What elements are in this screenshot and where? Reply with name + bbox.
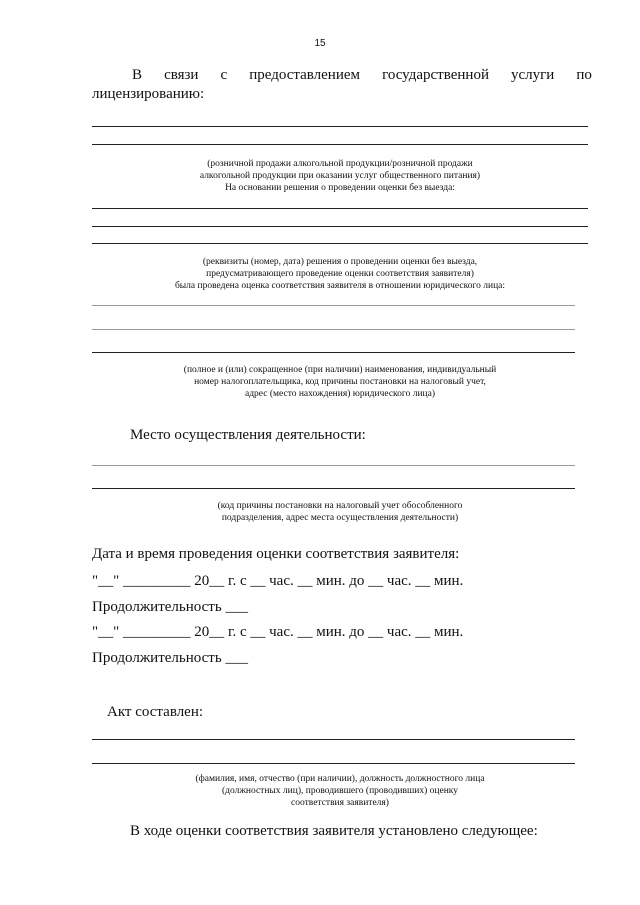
duration-row[interactable]: Продолжительность ___ bbox=[92, 599, 248, 615]
caption-line: (розничной продажи алкогольной продукции/розничной продажи bbox=[207, 159, 473, 169]
caption-line: (должностных лиц), проводившего (проводивших) оценку bbox=[221, 786, 459, 796]
intro-word: связи bbox=[164, 67, 199, 83]
caption-line: (код причины постановки на налоговый учет обособленного bbox=[217, 501, 463, 511]
fill-line[interactable] bbox=[92, 208, 588, 209]
caption-line: адрес (место нахождения) юридического лица) bbox=[245, 389, 435, 399]
fill-line[interactable] bbox=[92, 465, 575, 466]
fill-line[interactable] bbox=[92, 243, 588, 244]
conclusion-text: В ходе оценки соответствия заявителя установлено следующее: bbox=[130, 823, 538, 839]
intro-word: государственной bbox=[382, 67, 489, 83]
caption-officials bbox=[92, 773, 588, 809]
intro-word: с bbox=[220, 67, 228, 83]
fill-line[interactable] bbox=[92, 763, 575, 764]
caption-branch bbox=[92, 500, 588, 524]
fill-line[interactable] bbox=[92, 226, 588, 227]
intro-word: В bbox=[132, 67, 143, 83]
place-heading: Место осуществления деятельности: bbox=[130, 427, 366, 443]
page-number: 15 bbox=[314, 38, 326, 49]
caption-decision bbox=[92, 256, 588, 292]
duration-row[interactable]: Продолжительность ___ bbox=[92, 650, 248, 666]
intro-word: по bbox=[576, 67, 592, 83]
intro-word: услуги bbox=[511, 67, 555, 83]
caption-line: номер налогоплательщика, код причины постановки на налоговый учет, bbox=[194, 377, 486, 387]
legal-entity-label: была проведена оценка соответствия заявителя в отношении юридического лица: bbox=[174, 281, 506, 291]
fill-line[interactable] bbox=[92, 144, 588, 145]
datetime-row[interactable]: "__" _________ 20__ г. с __ час. __ мин. до __ час. __ мин. bbox=[92, 624, 464, 640]
fill-line[interactable] bbox=[92, 488, 575, 489]
basis-label: На основании решения о проведении оценки без выезда: bbox=[225, 183, 455, 193]
datetime-heading: Дата и время проведения оценки соответствия заявителя: bbox=[92, 546, 460, 562]
act-heading: Акт составлен: bbox=[107, 704, 204, 720]
fill-line[interactable] bbox=[92, 329, 575, 330]
caption-license-type bbox=[92, 158, 588, 194]
intro-first-line bbox=[92, 66, 592, 85]
caption-line: (фамилия, имя, отчество (при наличии), должность должностного лица bbox=[195, 774, 485, 784]
caption-line: (реквизиты (номер, дата) решения о проведении оценки без выезда, bbox=[202, 257, 478, 267]
fill-line[interactable] bbox=[92, 305, 575, 306]
fill-line[interactable] bbox=[92, 126, 588, 127]
caption-line: предусматривающего проведение оценки соответствия заявителя) bbox=[206, 269, 474, 279]
caption-line: соответствия заявителя) bbox=[291, 798, 389, 808]
datetime-row[interactable]: "__" _________ 20__ г. с __ час. __ мин. до __ час. __ мин. bbox=[92, 573, 464, 589]
intro-second-line: лицензированию: bbox=[92, 86, 205, 102]
fill-line[interactable] bbox=[92, 739, 575, 740]
caption-line: подразделения, адрес места осуществления деятельности) bbox=[221, 513, 459, 523]
intro-paragraph bbox=[92, 66, 592, 104]
caption-line: алкогольной продукции при оказании услуг общественного питания) bbox=[199, 171, 481, 181]
caption-entity bbox=[92, 364, 588, 400]
fill-line[interactable] bbox=[92, 352, 575, 353]
caption-line: (полное и (или) сокращенное (при наличии) наименования, индивидуальный bbox=[183, 365, 497, 375]
intro-word: предоставлением bbox=[249, 67, 361, 83]
